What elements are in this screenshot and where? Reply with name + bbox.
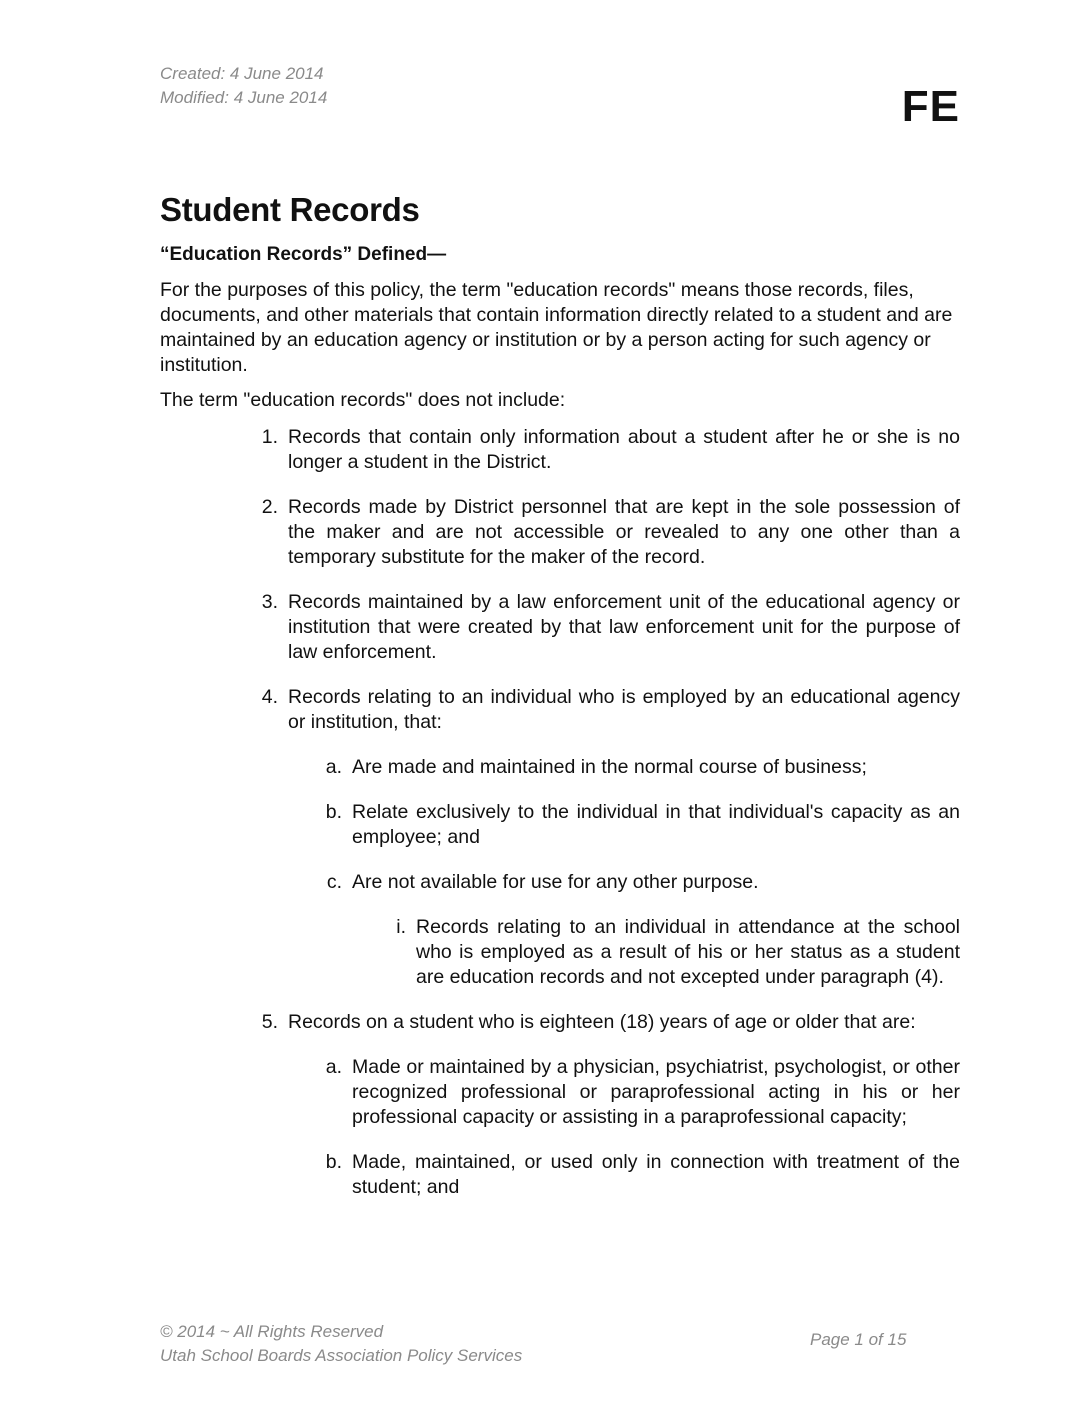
publisher-text: Utah School Boards Association Policy Services — [160, 1346, 523, 1365]
sub-list-item — [312, 870, 960, 895]
policy-code: FE — [901, 82, 960, 131]
lead-paragraph: The term "education records" does not include: — [160, 389, 566, 411]
list-item-number: b. — [325, 801, 342, 823]
list-item-text: Are not available for use for any other purpose. — [352, 871, 759, 893]
document-body — [160, 190, 960, 1200]
created-date: Created: 4 June 2014 — [160, 64, 324, 83]
page-number: Page 1 of 15 — [810, 1330, 907, 1349]
footer-copyright-block — [160, 1320, 522, 1368]
section-heading: “Education Records” Defined— — [160, 244, 447, 265]
list-item-number: a. — [325, 756, 342, 778]
list-item — [248, 425, 960, 475]
list-item-text: Records relating to an individual in attendance at the school who is employed as a result of his or her status as a student are education records and not excepted under paragraph (4). — [416, 916, 960, 988]
list-item-number: b. — [325, 1151, 342, 1173]
sub-list-item — [312, 1055, 960, 1130]
list-item-number: 5. — [261, 1011, 278, 1033]
list-item — [248, 495, 960, 570]
sub-list-item — [312, 1150, 960, 1200]
list-item-text: Records maintained by a law enforcement unit of the educational agency or institution that were created by that law enforcement unit for the purpose of law enforcement. — [288, 591, 960, 663]
page-title: Student Records — [160, 191, 420, 228]
list-item-text: Records relating to an individual who is employed by an educational agency or institution, that: — [288, 686, 960, 733]
list-item-text: Are made and maintained in the normal course of business; — [352, 756, 867, 778]
list-item-text: Records that contain only information about a student after he or she is no longer a student in the District. — [288, 426, 960, 473]
sub-sub-list-item — [376, 915, 960, 990]
list-item-number: 2. — [261, 496, 278, 518]
copyright-text: © 2014 ~ All Rights Reserved — [160, 1322, 384, 1341]
list-item — [248, 1010, 960, 1035]
list-item-text: Records made by District personnel that are kept in the sole possession of the maker and are not accessible or revealed to any one other than a temporary substitute for the maker of the record. — [288, 496, 960, 568]
list-item-number: 4. — [261, 686, 278, 708]
list-item — [248, 590, 960, 665]
intro-paragraph: For the purposes of this policy, the term "education records" means those records, files, documents, and other materials that contain information directly related to a student and are maintained by an education agency or institution or by a person acting for such agency or institution. — [160, 279, 953, 376]
list-item-number: 3. — [261, 591, 278, 613]
list-item-text: Made or maintained by a physician, psychiatrist, psychologist, or other recognized professional or paraprofessional acting in his or her professional capacity or assisting in a paraprofessional capacity; — [352, 1056, 960, 1128]
list-item-text: Made, maintained, or used only in connection with treatment of the student; and — [352, 1151, 960, 1198]
document-metadata — [160, 62, 327, 110]
list-item-number: a. — [325, 1056, 342, 1078]
sub-list-item — [312, 800, 960, 850]
list-item-text: Records on a student who is eighteen (18) years of age or older that are: — [288, 1011, 916, 1033]
sub-list-item — [312, 755, 960, 780]
modified-date: Modified: 4 June 2014 — [160, 88, 328, 107]
list-item — [248, 685, 960, 735]
list-item-number: c. — [326, 871, 342, 893]
list-item-number: 1. — [261, 426, 278, 448]
list-item-text: Relate exclusively to the individual in that individual's capacity as an employee; and — [352, 801, 960, 848]
list-item-number: i. — [396, 916, 406, 938]
